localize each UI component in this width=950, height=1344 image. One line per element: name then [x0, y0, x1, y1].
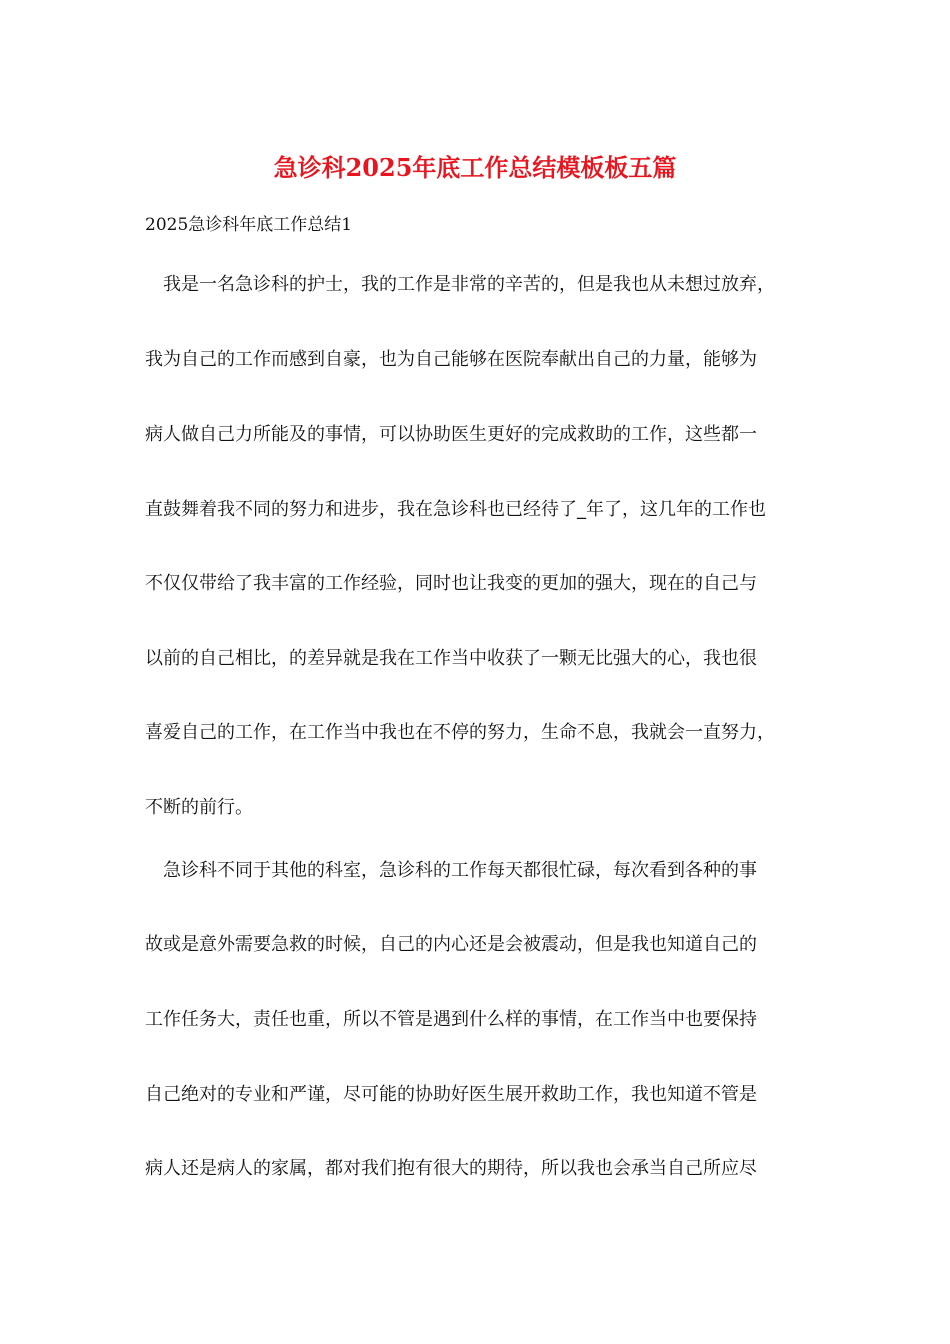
document-title: 急诊科2025年底工作总结模板板五篇	[273, 153, 677, 182]
paragraph-1-line-2: 我为自己的工作而感到自豪，也为自己能够在医院奉献出自己的力量，能够为	[145, 349, 757, 370]
paragraph-1-line-3: 病人做自己力所能及的事情，可以协助医生更好的完成救助的工作，这些都一	[145, 424, 757, 445]
paragraph-1-line-4: 直鼓舞着我不同的努力和进步，我在急诊科也已经待了_年了，这几年的工作也	[145, 499, 766, 520]
paragraph-2-line-3: 工作任务大，责任也重，所以不管是遇到什么样的事情，在工作当中也要保持	[145, 1009, 757, 1030]
paragraph-1-line-7: 喜爱自己的工作，在工作当中我也在不停的努力，生命不息，我就会一直努力，	[145, 722, 775, 743]
paragraph-2-line-2: 故或是意外需要急救的时候，自己的内心还是会被震动，但是我也知道自己的	[145, 934, 757, 955]
paragraph-1-line-1: 我是一名急诊科的护士，我的工作是非常的辛苦的，但是我也从未想过放弃，	[163, 274, 775, 295]
paragraph-2-line-1: 急诊科不同于其他的科室，急诊科的工作每天都很忙碌，每次看到各种的事	[163, 860, 757, 881]
paragraph-2-line-4: 自己绝对的专业和严谨，尽可能的协助好医生展开救助工作，我也知道不管是	[145, 1084, 757, 1105]
paragraph-1-line-8: 不断的前行。	[145, 797, 253, 818]
section-heading: 2025急诊科年底工作总结1	[145, 215, 353, 235]
paragraph-1-line-5: 不仅仅带给了我丰富的工作经验，同时也让我变的更加的强大，现在的自己与	[145, 573, 757, 594]
paragraph-1-line-6: 以前的自己相比，的差异就是我在工作当中收获了一颗无比强大的心，我也很	[145, 648, 757, 669]
paragraph-2-line-5: 病人还是病人的家属，都对我们抱有很大的期待，所以我也会承当自己所应尽	[145, 1158, 757, 1179]
